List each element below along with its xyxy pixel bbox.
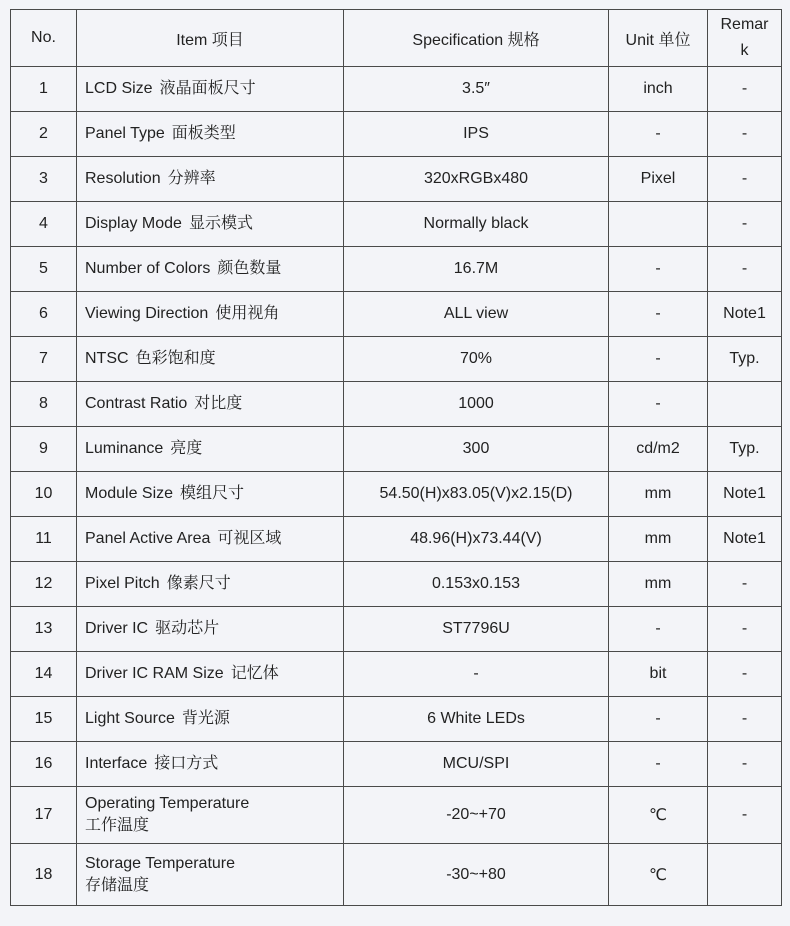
cell-unit: - bbox=[609, 292, 708, 337]
cell-unit: ℃ bbox=[609, 787, 708, 844]
cell-no: 5 bbox=[11, 247, 77, 292]
cell-unit: inch bbox=[609, 67, 708, 112]
cell-no: 6 bbox=[11, 292, 77, 337]
cell-spec: ALL view bbox=[344, 292, 609, 337]
cell-no: 1 bbox=[11, 67, 77, 112]
table-row bbox=[11, 562, 782, 607]
cell-spec: 70% bbox=[344, 337, 609, 382]
cell-no: 8 bbox=[11, 382, 77, 427]
item-zh: 背光源 bbox=[181, 710, 230, 727]
table-row bbox=[11, 652, 782, 697]
item-zh: 接口方式 bbox=[154, 755, 219, 772]
item-en: Viewing Direction bbox=[85, 305, 209, 322]
cell-spec: - bbox=[344, 652, 609, 697]
cell-spec: -30~+80 bbox=[344, 844, 609, 906]
cell-remark: - bbox=[708, 202, 782, 247]
item-zh: 模组尺寸 bbox=[180, 485, 245, 502]
item-en: Storage Temperature bbox=[85, 854, 236, 872]
header-row bbox=[11, 10, 782, 67]
item-en: Display Mode bbox=[85, 215, 182, 232]
item-en: Interface bbox=[85, 755, 148, 772]
cell-remark: - bbox=[708, 787, 782, 844]
cell-item bbox=[77, 202, 344, 247]
item-en: Light Source bbox=[85, 710, 175, 727]
item-en: Luminance bbox=[85, 440, 164, 457]
cell-no: 18 bbox=[11, 844, 77, 906]
cell-spec: 300 bbox=[344, 427, 609, 472]
cell-remark bbox=[708, 844, 782, 906]
cell-remark: Note1 bbox=[708, 292, 782, 337]
cell-unit: - bbox=[609, 382, 708, 427]
cell-no: 14 bbox=[11, 652, 77, 697]
cell-no: 11 bbox=[11, 517, 77, 562]
cell-spec: 1000 bbox=[344, 382, 609, 427]
table-row bbox=[11, 337, 782, 382]
cell-spec: 48.96(H)x73.44(V) bbox=[344, 517, 609, 562]
item-zh: 对比度 bbox=[194, 395, 243, 412]
cell-item bbox=[77, 427, 344, 472]
table-row bbox=[11, 697, 782, 742]
item-en: Panel Type bbox=[85, 125, 165, 142]
cell-item bbox=[77, 562, 344, 607]
cell-unit: - bbox=[609, 112, 708, 157]
item-en: Resolution bbox=[85, 170, 161, 187]
item-en: Driver IC bbox=[85, 620, 149, 637]
cell-item bbox=[77, 112, 344, 157]
cell-unit: mm bbox=[609, 517, 708, 562]
header-specification: Specification 规格 bbox=[344, 10, 609, 67]
table-row bbox=[11, 112, 782, 157]
table-row bbox=[11, 247, 782, 292]
item-en: LCD Size bbox=[85, 80, 153, 97]
table-row bbox=[11, 157, 782, 202]
cell-no: 2 bbox=[11, 112, 77, 157]
cell-remark: Note1 bbox=[708, 517, 782, 562]
cell-unit: mm bbox=[609, 562, 708, 607]
cell-remark: - bbox=[708, 607, 782, 652]
cell-no: 9 bbox=[11, 427, 77, 472]
item-zh: 面板类型 bbox=[171, 125, 236, 142]
cell-spec: 6 White LEDs bbox=[344, 697, 609, 742]
cell-spec: 54.50(H)x83.05(V)x2.15(D) bbox=[344, 472, 609, 517]
item-en: Pixel Pitch bbox=[85, 575, 160, 592]
cell-spec: MCU/SPI bbox=[344, 742, 609, 787]
item-zh: 像素尺寸 bbox=[166, 575, 231, 592]
cell-spec: -20~+70 bbox=[344, 787, 609, 844]
cell-item bbox=[77, 697, 344, 742]
table-row bbox=[11, 844, 782, 906]
cell-unit: - bbox=[609, 607, 708, 652]
cell-item bbox=[77, 742, 344, 787]
cell-no: 15 bbox=[11, 697, 77, 742]
cell-remark: Typ. bbox=[708, 337, 782, 382]
header-no: No. bbox=[11, 10, 77, 67]
cell-unit: ℃ bbox=[609, 844, 708, 906]
cell-item bbox=[77, 517, 344, 562]
item-en: Operating Temperature bbox=[85, 795, 250, 812]
cell-unit: - bbox=[609, 337, 708, 382]
item-zh: 驱动芯片 bbox=[155, 620, 220, 637]
cell-no: 12 bbox=[11, 562, 77, 607]
header-item: Item 项目 bbox=[77, 10, 344, 67]
cell-item bbox=[77, 472, 344, 517]
cell-item bbox=[77, 292, 344, 337]
cell-spec: 0.153x0.153 bbox=[344, 562, 609, 607]
table-row bbox=[11, 292, 782, 337]
cell-remark: - bbox=[708, 652, 782, 697]
cell-item bbox=[77, 652, 344, 697]
cell-unit: mm bbox=[609, 472, 708, 517]
cell-unit: bit bbox=[609, 652, 708, 697]
table-row bbox=[11, 472, 782, 517]
item-zh: 使用视角 bbox=[215, 305, 280, 322]
cell-spec: 320xRGBx480 bbox=[344, 157, 609, 202]
cell-item bbox=[77, 337, 344, 382]
item-zh: 色彩饱和度 bbox=[135, 350, 216, 367]
item-en: Panel Active Area bbox=[85, 530, 211, 547]
item-zh: 颜色数量 bbox=[217, 260, 282, 277]
cell-spec: ST7796U bbox=[344, 607, 609, 652]
cell-no: 17 bbox=[11, 787, 77, 844]
cell-spec: 3.5″ bbox=[344, 67, 609, 112]
table-row bbox=[11, 67, 782, 112]
header-remark-line1: Remar bbox=[720, 16, 769, 33]
table-row bbox=[11, 517, 782, 562]
cell-unit: - bbox=[609, 247, 708, 292]
item-zh: 存储温度 bbox=[85, 876, 150, 894]
cell-remark: - bbox=[708, 697, 782, 742]
cell-remark: - bbox=[708, 157, 782, 202]
cell-remark: - bbox=[708, 112, 782, 157]
cell-item bbox=[77, 844, 344, 906]
cell-unit: cd/m2 bbox=[609, 427, 708, 472]
table-row bbox=[11, 427, 782, 472]
cell-no: 13 bbox=[11, 607, 77, 652]
item-zh: 可视区域 bbox=[217, 530, 282, 547]
item-zh: 记忆体 bbox=[230, 665, 279, 682]
cell-unit: - bbox=[609, 697, 708, 742]
table-row bbox=[11, 202, 782, 247]
cell-no: 4 bbox=[11, 202, 77, 247]
table-row bbox=[11, 382, 782, 427]
cell-unit: Pixel bbox=[609, 157, 708, 202]
item-en: NTSC bbox=[85, 350, 129, 367]
cell-remark: - bbox=[708, 562, 782, 607]
cell-no: 16 bbox=[11, 742, 77, 787]
cell-item bbox=[77, 382, 344, 427]
header-unit: Unit 单位 bbox=[609, 10, 708, 67]
cell-unit bbox=[609, 202, 708, 247]
cell-item bbox=[77, 157, 344, 202]
cell-spec: Normally black bbox=[344, 202, 609, 247]
cell-item bbox=[77, 607, 344, 652]
item-en: Module Size bbox=[85, 485, 174, 502]
item-en: Number of Colors bbox=[85, 260, 211, 277]
item-zh: 分辨率 bbox=[167, 170, 216, 187]
table-row bbox=[11, 742, 782, 787]
cell-no: 10 bbox=[11, 472, 77, 517]
header-remark bbox=[708, 10, 782, 67]
item-zh: 显示模式 bbox=[188, 215, 253, 232]
header-remark-line2: k bbox=[740, 42, 749, 59]
cell-remark: - bbox=[708, 247, 782, 292]
cell-item bbox=[77, 67, 344, 112]
cell-item bbox=[77, 787, 344, 844]
cell-remark: - bbox=[708, 67, 782, 112]
item-en: Driver IC RAM Size bbox=[85, 665, 224, 682]
cell-spec: IPS bbox=[344, 112, 609, 157]
item-zh: 液晶面板尺寸 bbox=[159, 80, 256, 97]
item-zh: 亮度 bbox=[170, 440, 203, 457]
cell-no: 7 bbox=[11, 337, 77, 382]
cell-remark: - bbox=[708, 742, 782, 787]
cell-item bbox=[77, 247, 344, 292]
specification-table bbox=[10, 9, 782, 906]
table-row bbox=[11, 607, 782, 652]
table-row bbox=[11, 787, 782, 844]
item-en: Contrast Ratio bbox=[85, 395, 188, 412]
cell-spec: 16.7M bbox=[344, 247, 609, 292]
cell-remark: Typ. bbox=[708, 427, 782, 472]
item-zh: 工作温度 bbox=[85, 817, 150, 834]
cell-no: 3 bbox=[11, 157, 77, 202]
cell-remark: Note1 bbox=[708, 472, 782, 517]
cell-remark bbox=[708, 382, 782, 427]
cell-unit: - bbox=[609, 742, 708, 787]
